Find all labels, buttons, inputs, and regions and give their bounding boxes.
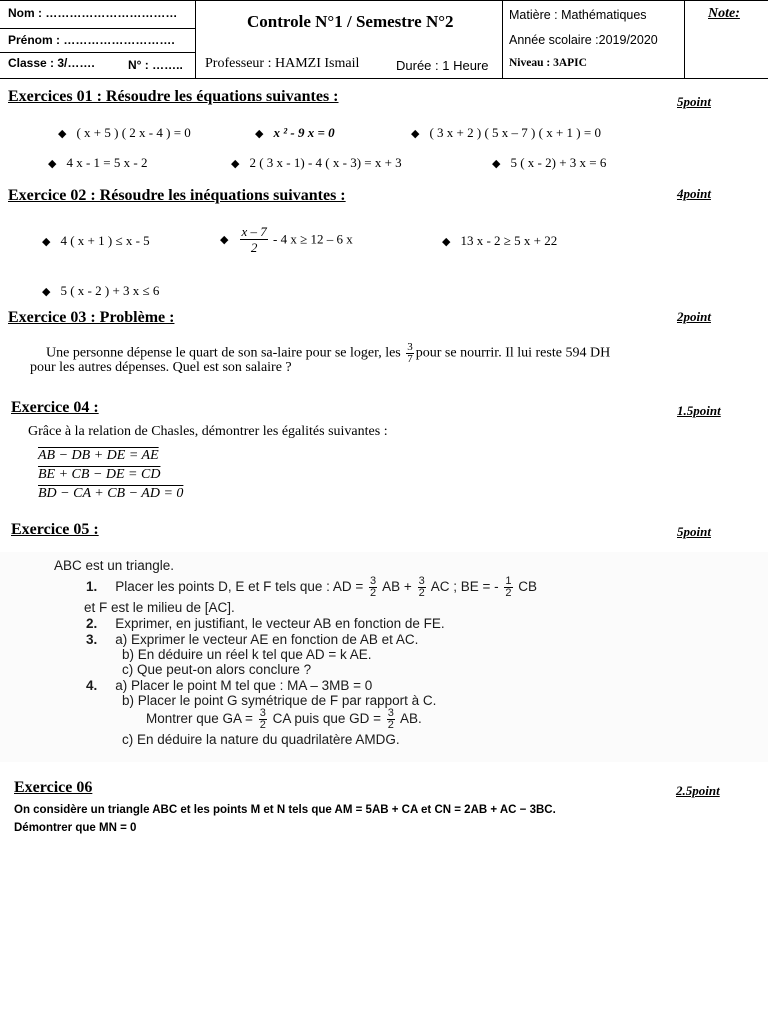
fraction: $\frac{3}{2}$ [259, 707, 266, 731]
header-col-divider [684, 0, 685, 78]
ex02-inequation-1: ◆ 4 ( x + 1 ) ≤ x - 5 [42, 233, 150, 248]
ex05-question-4b: b) Placer le point G symétrique de F par rapport à C. [122, 693, 437, 708]
ex05-question-3a: 3. a) Exprimer le vecteur AE en fonction de AB et AC. [86, 632, 419, 647]
ex05-question-3b: b) En déduire un réel k tel que AD = k AE. [122, 647, 372, 662]
nom-field[interactable]: Nom : …………………………… [8, 6, 178, 20]
ex02-title: Exercice 02 : Résoudre les inéquations suivantes : [8, 187, 346, 204]
ex05-question-4c: c) En déduire la nature du quadrilatère AMDG. [122, 732, 400, 747]
note-label: Note: [708, 6, 740, 21]
header-row-divider [0, 52, 195, 53]
ex02-inequation-2: ◆ $\frac{x - 7}{2}$ - 4 x ≥ 12 – 6 x [220, 224, 353, 255]
professeur-label: Professeur : HAMZI Ismail [205, 56, 360, 71]
bullet-diamond-icon: ◆ [42, 235, 51, 248]
ex04-title: Exercice 04 : [11, 399, 99, 416]
ex01-points: 5point [677, 94, 711, 109]
bullet-diamond-icon: ◆ [42, 285, 51, 298]
ex04-equality-1: AB − DB + DE = AE [38, 448, 159, 463]
fraction: $\frac{3}{2}$ [387, 707, 394, 731]
classe-field[interactable]: Classe : 3/……. [8, 56, 95, 70]
header-top-border [0, 0, 768, 1]
header-col-divider [195, 0, 196, 78]
bullet-diamond-icon: ◆ [58, 127, 67, 140]
annee-label: Année scolaire :2019/2020 [509, 33, 658, 47]
ex04-equality-3: BD − CA + CB − AD = 0 [38, 486, 184, 501]
ex04-intro: Grâce à la relation de Chasles, démontrer les égalités suivantes : [28, 424, 388, 439]
ex01-equation-4: ◆ 4 x - 1 = 5 x - 2 [48, 155, 148, 170]
ex01-equation-6: ◆ 5 ( x - 2) + 3 x = 6 [492, 155, 607, 170]
duree-label: Durée : 1 Heure [396, 58, 489, 73]
ex06-text-line-1: On considère un triangle ABC et les points M et N tels que AM = 5AB + CA et CN = 2AB + AC − 3BC. [14, 804, 556, 816]
header-row-divider [0, 28, 195, 29]
bullet-diamond-icon: ◆ [231, 157, 240, 170]
ex05-points: 5point [677, 524, 711, 539]
ex05-question-1-cont: et F est le milieu de [AC]. [84, 600, 235, 615]
ex05-question-4b-show: Montrer que GA = $\frac{3}{2}$ CA puis que GD = $\frac{3}{2}$ AB. [146, 707, 422, 731]
exam-title: Controle N°1 / Semestre N°2 [247, 12, 454, 31]
matiere-label: Matière : Mathématiques [509, 8, 647, 22]
ex03-text-line-1: Une personne dépense le quart de son sa-laire pour se loger, les $\frac{3}{7}$ pour se nourrir. Il lui reste 594 DH [46, 341, 611, 365]
ex06-text-line-2: Démontrer que MN = 0 [14, 822, 137, 834]
bullet-diamond-icon: ◆ [220, 233, 229, 246]
header-bottom-border [0, 78, 768, 79]
fraction: $\frac{3}{7}$ [407, 341, 413, 365]
ex04-points: 1.5point [677, 403, 721, 418]
ex06-title: Exercice 06 [14, 779, 93, 796]
numero-field[interactable]: N° : …….. [128, 58, 183, 72]
header-col-divider [502, 0, 503, 78]
ex02-inequation-4: ◆ 5 ( x - 2 ) + 3 x ≤ 6 [42, 283, 160, 298]
ex05-title: Exercice 05 : [11, 521, 99, 538]
ex01-equation-5: ◆ 2 ( 3 x - 1) - 4 ( x - 3) = x + 3 [231, 155, 402, 170]
ex05-question-1: 1. Placer les points D, E et F tels que : AD = $\frac{3}{2}$ AB + $\frac{3}{2}$ AC ; BE = - $\frac{1}{2}$ CB [86, 575, 538, 599]
ex03-text-line-2: pour les autres dépenses. Quel est son salaire ? [30, 360, 292, 375]
ex01-equation-2: ◆ x ² - 9 x = 0 [255, 125, 335, 140]
ex01-title: Exercices 01 : Résoudre les équations suivantes : [8, 88, 339, 105]
niveau-label: Niveau : 3APIC [509, 57, 587, 69]
fraction: $\frac{3}{2}$ [370, 575, 377, 599]
bullet-diamond-icon: ◆ [442, 235, 451, 248]
fraction: $\frac{x - 7}{2}$ [241, 224, 267, 255]
ex05-question-4a: 4. a) Placer le point M tel que : MA – 3MB = 0 [86, 678, 373, 693]
ex01-equation-3: ◆ ( 3 x + 2 ) ( 5 x – 7 ) ( x + 1 ) = 0 [411, 125, 601, 140]
fraction: $\frac{3}{2}$ [418, 575, 425, 599]
ex05-question-2: 2. Exprimer, en justifiant, le vecteur AB en fonction de FE. [86, 616, 445, 631]
ex05-intro: ABC est un triangle. [54, 558, 175, 573]
ex03-points: 2point [677, 309, 711, 324]
ex03-title: Exercice 03 : Problème : [8, 309, 175, 326]
exam-header [0, 0, 768, 80]
bullet-diamond-icon: ◆ [255, 127, 264, 140]
ex05-content-block [0, 552, 768, 762]
ex06-points: 2.5point [676, 783, 720, 798]
ex01-equation-1: ◆ ( x + 5 ) ( 2 x - 4 ) = 0 [58, 125, 191, 140]
ex02-inequation-3: ◆ 13 x - 2 ≥ 5 x + 22 [442, 233, 558, 248]
bullet-diamond-icon: ◆ [48, 157, 57, 170]
ex02-points: 4point [677, 186, 711, 201]
ex05-question-3c: c) Que peut-on alors conclure ? [122, 662, 312, 677]
bullet-diamond-icon: ◆ [492, 157, 501, 170]
prenom-field[interactable]: Prénom : ………………………. [8, 33, 175, 47]
bullet-diamond-icon: ◆ [411, 127, 420, 140]
ex04-equality-2: BE + CB − DE = CD [38, 467, 161, 482]
fraction: $\frac{1}{2}$ [505, 575, 512, 599]
